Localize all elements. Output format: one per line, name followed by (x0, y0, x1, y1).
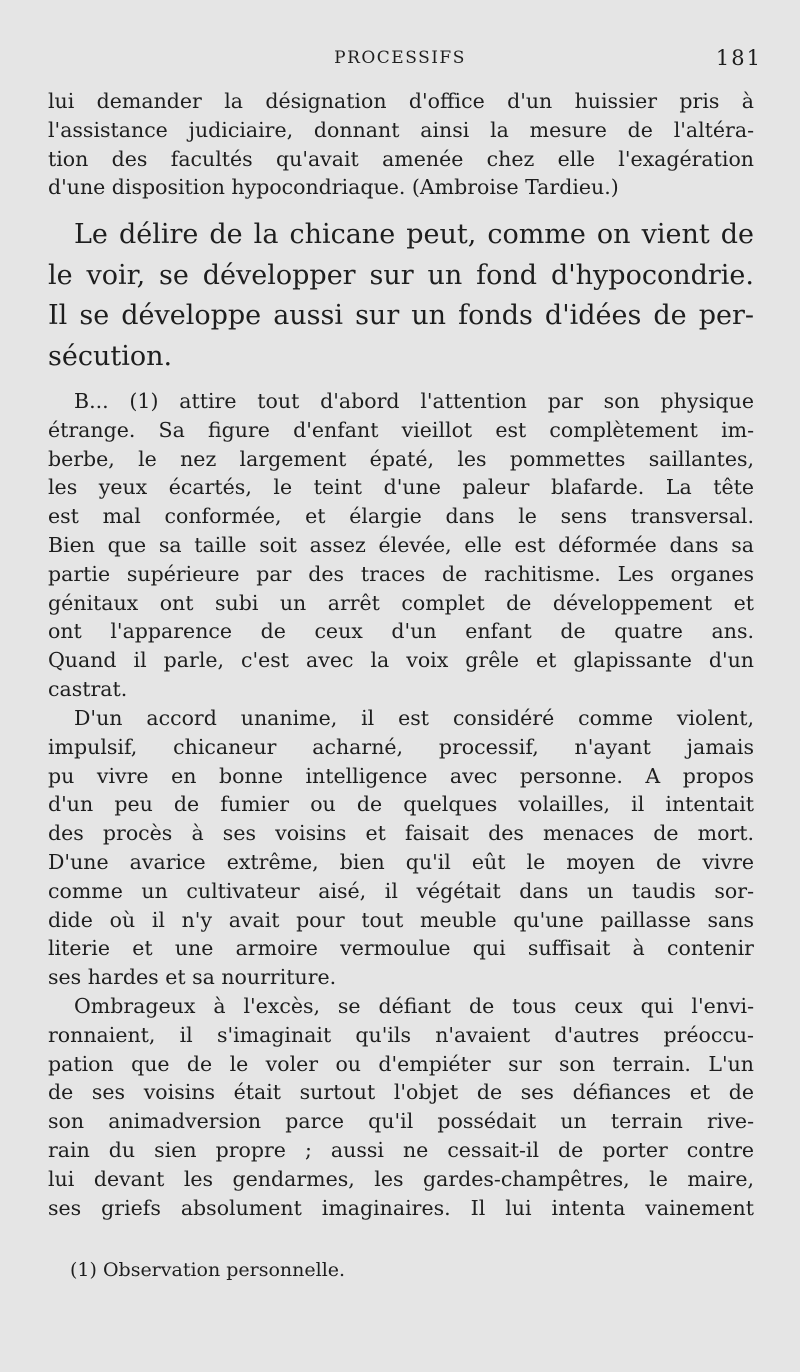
text-line: rain du sien propre ; aussi ne cessait-il de porter contre (48, 1137, 754, 1162)
text-line: D'un accord unanime, il est considéré comme violent, (74, 706, 754, 730)
text-line: ronnaient, il s'imaginait qu'ils n'avaient d'autres préoccu- (48, 1022, 754, 1047)
text-line: les yeux écartés, le teint d'une paleur blafarde. La tête (48, 475, 754, 500)
text-line: partie supérieure par des traces de rachitisme. Les organes (48, 561, 754, 586)
text-line: lui demander la désignation d'office d'un huissier pris à (48, 89, 754, 113)
text-line: son animadversion parce qu'il possédait un terrain rive- (48, 1109, 754, 1134)
text-line: de ses voisins était surtout l'objet de ses défiances et de (48, 1080, 754, 1105)
text-line: ont l'apparence de ceux d'un enfant de quatre ans. (48, 619, 754, 644)
text-line: lui devant les gendarmes, les gardes-champêtres, le maire, (48, 1166, 754, 1191)
text-line: Le délire de la chicane peut, comme on vient de (74, 219, 754, 250)
text-line: impulsif, chicaneur acharné, processif, n'ayant jamais (48, 734, 754, 759)
text-line: berbe, le nez largement épaté, les pommettes saillantes, (48, 446, 754, 471)
paragraph-main-text (48, 215, 754, 377)
text-line: pu vivre en bonne intelligence avec personne. A propos (48, 763, 754, 788)
text-line: castrat. (48, 676, 128, 701)
text-line: B... (1) attire tout d'abord l'attention par son physique (74, 389, 754, 413)
text-line: sécution. (48, 340, 173, 372)
text-line: comme un cultivateur aisé, il végétait dans un taudis sor- (48, 878, 754, 903)
text-line: des procès à ses voisins et faisait des menaces de mort. (48, 821, 754, 846)
text-line: D'une avarice extrême, bien qu'il eût le moyen de vivre (48, 849, 754, 874)
text-line: Quand il parle, c'est avec la voix grêle et glapissante d'un (48, 648, 754, 673)
text-line: l'assistance judiciaire, donnant ainsi la mesure de l'altéra- (48, 117, 754, 142)
text-line: dide où il n'y avait pour tout meuble qu'une paillasse sans (48, 907, 754, 932)
text-line: étrange. Sa figure d'enfant vieillot est complètement im- (48, 417, 754, 442)
text-line: Ombrageux à l'excès, se défiant de tous ceux qui l'envi- (74, 994, 754, 1018)
text-line: d'un peu de fumier ou de quelques volailles, il intentait (48, 792, 754, 817)
text-line: pation que de le voler ou d'empiéter sur son terrain. L'un (48, 1051, 754, 1076)
text-line: Bien que sa taille soit assez élevée, elle est déformée dans sa (48, 532, 754, 557)
paragraph-continued (48, 87, 754, 202)
text-line: ses hardes et sa nourriture. (48, 965, 337, 990)
paragraph-suspicion (48, 992, 754, 1222)
footnote: (1) Observation personnelle. (70, 1259, 346, 1281)
paragraph-case-description (48, 387, 754, 704)
text-line: d'une disposition hypocondriaque. (Ambroise Tardieu.) (48, 175, 619, 200)
text-line: literie et une armoire vermoulue qui suffisait à contenir (48, 936, 754, 961)
text-line: Il se développe aussi sur un fonds d'idées de per- (48, 300, 754, 331)
running-title: PROCESSIFS (334, 48, 466, 68)
text-line: le voir, se développer sur un fond d'hypocondrie. (48, 259, 754, 291)
text-line: est mal conformée, et élargie dans le sens transversal. (48, 504, 754, 529)
page-number: 181 (715, 46, 762, 70)
running-head (0, 46, 800, 70)
paragraph-behavior (48, 704, 754, 992)
text-line: tion des facultés qu'avait amenée chez elle l'exagération (48, 146, 754, 171)
text-line: génitaux ont subi un arrêt complet de développement et (48, 590, 754, 615)
text-line: ses griefs absolument imaginaires. Il lui intenta vainement (48, 1195, 754, 1220)
